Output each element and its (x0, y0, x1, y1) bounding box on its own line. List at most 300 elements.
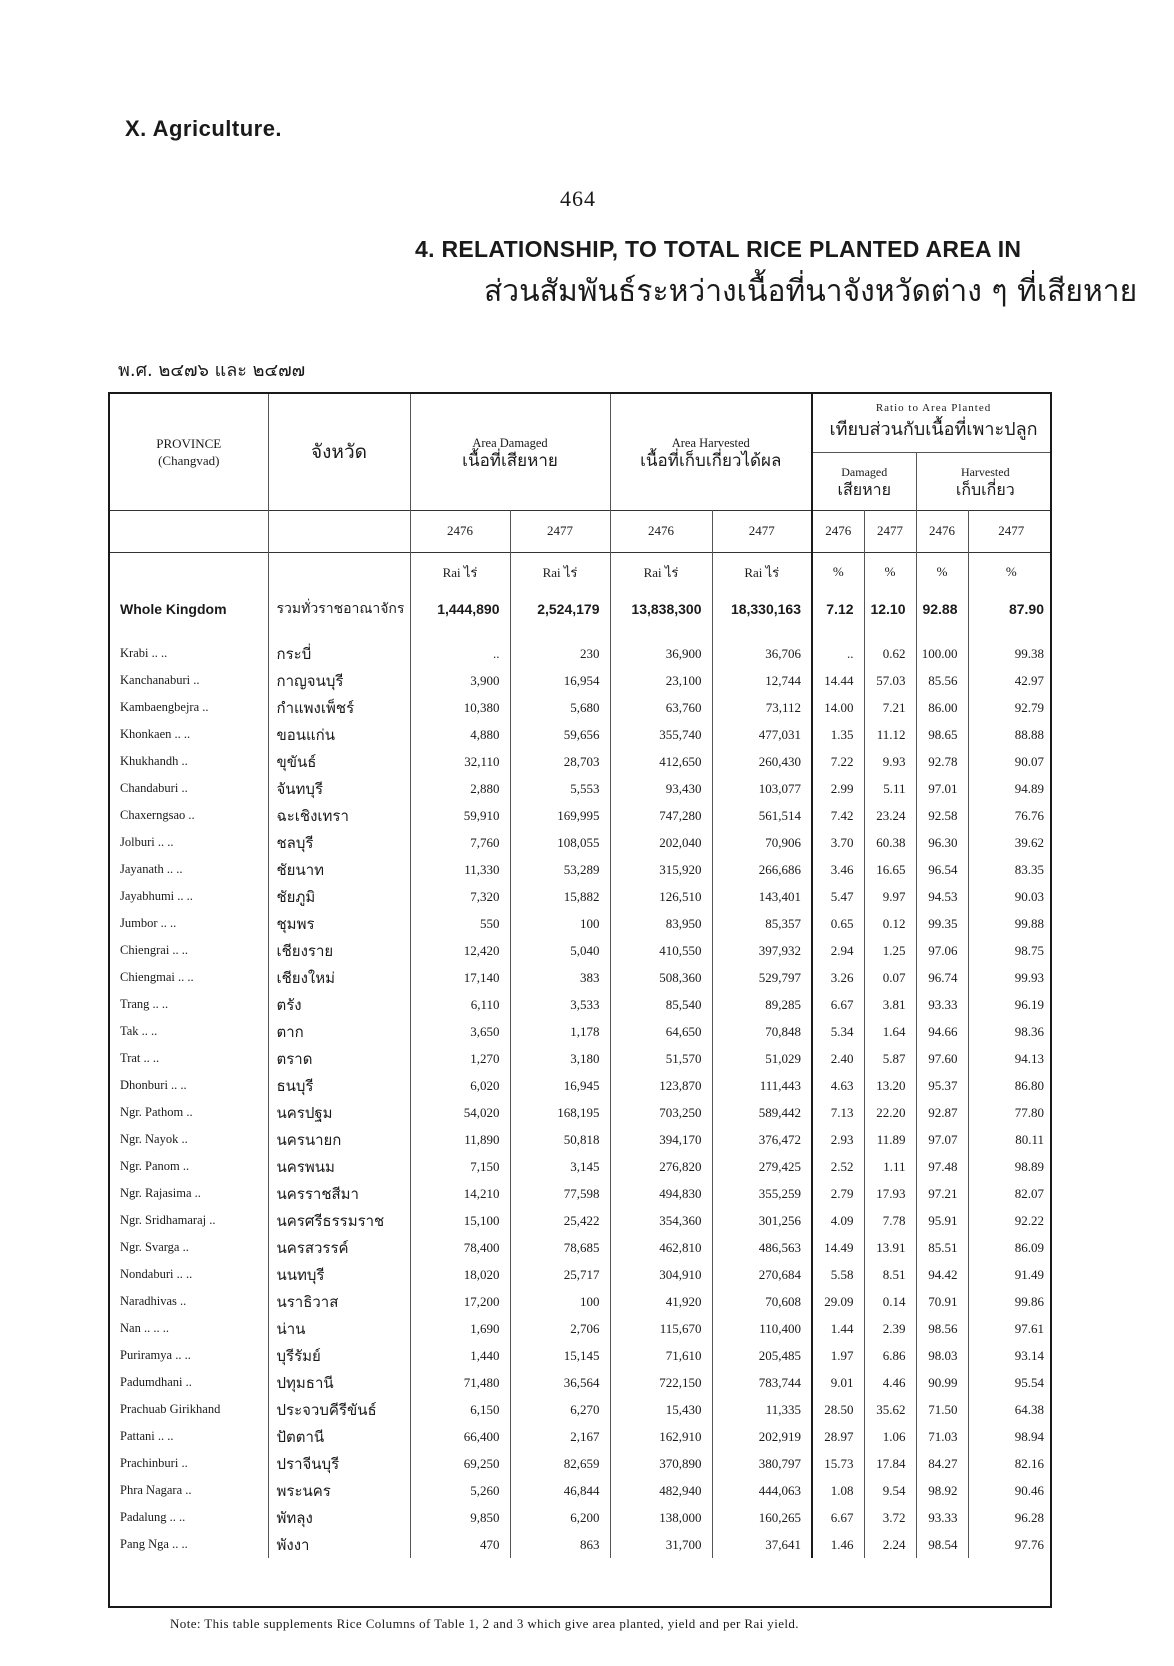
table-cell: 7.42 (812, 802, 864, 829)
table-cell: 266,686 (712, 856, 812, 883)
table-cell: 80.11 (968, 1126, 1052, 1153)
table-cell: 2.40 (812, 1045, 864, 1072)
table-cell: 2.94 (812, 937, 864, 964)
unit-rai: Rai ไร่ (610, 552, 712, 592)
table-cell: 14.00 (812, 694, 864, 721)
table-cell: 1.44 (812, 1315, 864, 1342)
province-name-th: นครพนม (268, 1153, 410, 1180)
province-name-th: น่าน (268, 1315, 410, 1342)
table-cell: 31,700 (610, 1531, 712, 1558)
table-cell: 5,680 (510, 694, 610, 721)
table-cell: 260,430 (712, 748, 812, 775)
table-cell: 97.06 (916, 937, 968, 964)
province-name-th: เชียงใหม่ (268, 964, 410, 991)
table-cell: 9.93 (864, 748, 916, 775)
table-cell: 477,031 (712, 721, 812, 748)
table-row (110, 910, 1052, 937)
header-area-harvested (610, 394, 812, 510)
unit-rai: Rai ไร่ (410, 552, 510, 592)
table-cell: 279,425 (712, 1153, 812, 1180)
table-cell: 5,553 (510, 775, 610, 802)
table-cell: 84.27 (916, 1450, 968, 1477)
table-cell: 100.00 (916, 640, 968, 667)
table-cell: 12,744 (712, 667, 812, 694)
table-row (110, 1531, 1052, 1558)
province-name-th: ขอนแก่น (268, 721, 410, 748)
province-name-en: Kanchanaburi .. (120, 673, 200, 687)
table-row (110, 802, 1052, 829)
total-value: 1,444,890 (410, 592, 510, 626)
table-cell: 2.52 (812, 1153, 864, 1180)
province-name-th: ชุมพร (268, 910, 410, 937)
province-name-th: ตาก (268, 1018, 410, 1045)
province-name-en: Nan .. .. .. (120, 1321, 169, 1335)
unit-cell-blank (268, 552, 410, 592)
table-cell: 2,706 (510, 1315, 610, 1342)
table-cell: 93.14 (968, 1342, 1052, 1369)
header-province (110, 394, 268, 510)
province-name-th: กระบี่ (268, 640, 410, 667)
table-cell: 97.21 (916, 1180, 968, 1207)
table-cell: 78,685 (510, 1234, 610, 1261)
table-row (110, 1099, 1052, 1126)
table-cell: 98.89 (968, 1153, 1052, 1180)
province-name-th: เชียงราย (268, 937, 410, 964)
table-cell: 10,380 (410, 694, 510, 721)
table-cell: 15.73 (812, 1450, 864, 1477)
table-cell: 2,880 (410, 775, 510, 802)
table-row (110, 721, 1052, 748)
year-header: 2476 (916, 510, 968, 552)
table-cell: 97.07 (916, 1126, 968, 1153)
table-cell: 6,270 (510, 1396, 610, 1423)
province-name-th: ชัยนาท (268, 856, 410, 883)
province-name-en: Jumbor .. .. (120, 916, 177, 930)
table-cell: 1,440 (410, 1342, 510, 1369)
table-row (110, 1126, 1052, 1153)
table-row (110, 1180, 1052, 1207)
table-row (110, 640, 1052, 667)
table-cell: 17.84 (864, 1450, 916, 1477)
year-cell-blank (110, 510, 268, 552)
table-cell: 412,650 (610, 748, 712, 775)
spacer-row (110, 626, 1052, 640)
table-row (110, 856, 1052, 883)
table-cell: 747,280 (610, 802, 712, 829)
table-cell: 13.20 (864, 1072, 916, 1099)
table-cell: 88.88 (968, 721, 1052, 748)
table-cell: 230 (510, 640, 610, 667)
table-cell: 5.11 (864, 775, 916, 802)
table-cell: 9.54 (864, 1477, 916, 1504)
province-name-en: Khonkaen .. .. (120, 727, 191, 741)
table-cell: 99.88 (968, 910, 1052, 937)
table-cell: 39.62 (968, 829, 1052, 856)
province-name-th: นครราชสีมา (268, 1180, 410, 1207)
table-row (110, 667, 1052, 694)
table-cell: 3,900 (410, 667, 510, 694)
table-cell: 98.65 (916, 721, 968, 748)
page-number: 464 (560, 186, 596, 211)
table-cell: 304,910 (610, 1261, 712, 1288)
table-cell: 5.87 (864, 1045, 916, 1072)
table-row (110, 964, 1052, 991)
rice-area-table (108, 392, 1052, 1608)
header-province-th-text: จังหวัด (311, 440, 367, 463)
total-value: 7.12 (812, 592, 864, 626)
table-cell: 7,150 (410, 1153, 510, 1180)
table-cell: 703,250 (610, 1099, 712, 1126)
header-area-damaged (410, 394, 610, 510)
table-cell: 1,178 (510, 1018, 610, 1045)
unit-percent: % (968, 552, 1052, 592)
province-name-th: ตราด (268, 1045, 410, 1072)
table-row (110, 694, 1052, 721)
table-cell: 94.42 (916, 1261, 968, 1288)
table-cell: 160,265 (712, 1504, 812, 1531)
table-row (110, 1315, 1052, 1342)
table-cell: .. (812, 640, 864, 667)
table-cell: 93.33 (916, 1504, 968, 1531)
table-cell: 276,820 (610, 1153, 712, 1180)
table-cell: 97.01 (916, 775, 968, 802)
table-cell: 863 (510, 1531, 610, 1558)
table-cell: 126,510 (610, 883, 712, 910)
table-cell: 3.72 (864, 1504, 916, 1531)
province-name-en: Ngr. Svarga .. (120, 1240, 189, 1254)
header-ratio-harvested (916, 452, 1052, 510)
table-cell: 46,844 (510, 1477, 610, 1504)
year-cell-blank (268, 510, 410, 552)
table-cell: 2.93 (812, 1126, 864, 1153)
table-cell: 394,170 (610, 1126, 712, 1153)
table-cell: 76.76 (968, 802, 1052, 829)
table-cell: 50,818 (510, 1126, 610, 1153)
unit-percent: % (812, 552, 864, 592)
year-header: 2476 (812, 510, 864, 552)
table-cell: 0.12 (864, 910, 916, 937)
table-cell: 168,195 (510, 1099, 610, 1126)
province-name-th: ชัยภูมิ (268, 883, 410, 910)
table-cell: 2.99 (812, 775, 864, 802)
year-header: 2477 (510, 510, 610, 552)
table-cell: 97.48 (916, 1153, 968, 1180)
table-cell: 93,430 (610, 775, 712, 802)
table-cell: 6,200 (510, 1504, 610, 1531)
table-cell: 23,100 (610, 667, 712, 694)
table-cell: 17,140 (410, 964, 510, 991)
table-cell: 97.76 (968, 1531, 1052, 1558)
table-cell: 77.80 (968, 1099, 1052, 1126)
table-cell: 71.03 (916, 1423, 968, 1450)
table-cell: 376,472 (712, 1126, 812, 1153)
section-title: X. Agriculture. (125, 116, 283, 141)
table-cell: 99.93 (968, 964, 1052, 991)
table-cell: 97.61 (968, 1315, 1052, 1342)
table-cell: 1.11 (864, 1153, 916, 1180)
table-cell: 6.86 (864, 1342, 916, 1369)
table-cell: 95.91 (916, 1207, 968, 1234)
table-cell: 143,401 (712, 883, 812, 910)
table-cell: 115,670 (610, 1315, 712, 1342)
table-cell: 7,320 (410, 883, 510, 910)
province-name-th: นนทบุรี (268, 1261, 410, 1288)
table-cell: 37,641 (712, 1531, 812, 1558)
header-area-damaged-th: เนื้อที่เสียหาย (462, 450, 558, 471)
table-cell: 110,400 (712, 1315, 812, 1342)
header-ratio-en: Ratio to Area Planted (875, 402, 992, 415)
table-row (110, 1234, 1052, 1261)
table-cell: 2,167 (510, 1423, 610, 1450)
unit-percent: % (916, 552, 968, 592)
year-header: 2477 (864, 510, 916, 552)
table-cell: 86.80 (968, 1072, 1052, 1099)
province-name-th: พังงา (268, 1531, 410, 1558)
table-cell: 85,540 (610, 991, 712, 1018)
table-cell: 92.78 (916, 748, 968, 775)
table-cell: 64.38 (968, 1396, 1052, 1423)
province-name-en: Khukhandh .. (120, 754, 188, 768)
header-area-damaged-en: Area Damaged (472, 435, 548, 450)
table-cell: 3,145 (510, 1153, 610, 1180)
province-name-en: Ngr. Sridhamaraj .. (120, 1213, 216, 1227)
table-cell: 54,020 (410, 1099, 510, 1126)
province-name-en: Chandaburi .. (120, 781, 188, 795)
table-cell: 85,357 (712, 910, 812, 937)
table-cell: 380,797 (712, 1450, 812, 1477)
table-cell: 6,110 (410, 991, 510, 1018)
table-cell: 561,514 (712, 802, 812, 829)
table-cell: 86.09 (968, 1234, 1052, 1261)
unit-percent: % (864, 552, 916, 592)
table-cell: 2.39 (864, 1315, 916, 1342)
table-cell: 354,360 (610, 1207, 712, 1234)
table-cell: 17,200 (410, 1288, 510, 1315)
province-name-en: Padalung .. .. (120, 1510, 186, 1524)
table-cell: 71,480 (410, 1369, 510, 1396)
table-cell: 370,890 (610, 1450, 712, 1477)
province-name-th: ตรัง (268, 991, 410, 1018)
table-cell: 92.79 (968, 694, 1052, 721)
table-cell: 36,900 (610, 640, 712, 667)
table-cell: 90.07 (968, 748, 1052, 775)
table-cell: 3,180 (510, 1045, 610, 1072)
table-cell: 1.35 (812, 721, 864, 748)
table-cell: 4.46 (864, 1369, 916, 1396)
table-cell: 4.09 (812, 1207, 864, 1234)
table-cell: .. (410, 640, 510, 667)
header-area-harvested-en: Area Harvested (671, 435, 750, 450)
province-name-th: ขุขันธ์ (268, 748, 410, 775)
table-cell: 90.46 (968, 1477, 1052, 1504)
table-cell: 71.50 (916, 1396, 968, 1423)
table-cell: 11.89 (864, 1126, 916, 1153)
table-cell: 15,430 (610, 1396, 712, 1423)
data-table (110, 394, 1052, 1558)
table-cell: 1,270 (410, 1045, 510, 1072)
table-cell: 70,906 (712, 829, 812, 856)
table-cell: 100 (510, 910, 610, 937)
table-cell: 35.62 (864, 1396, 916, 1423)
table-cell: 23.24 (864, 802, 916, 829)
province-name-th: ปัตตานี (268, 1423, 410, 1450)
table-cell: 29.09 (812, 1288, 864, 1315)
table-cell: 82,659 (510, 1450, 610, 1477)
table-row (110, 1423, 1052, 1450)
table-cell: 0.65 (812, 910, 864, 937)
table-cell: 5,040 (510, 937, 610, 964)
table-cell: 14.49 (812, 1234, 864, 1261)
total-name-en: Whole Kingdom (120, 601, 227, 617)
table-cell: 11.12 (864, 721, 916, 748)
table-cell: 4.63 (812, 1072, 864, 1099)
table-cell: 3,533 (510, 991, 610, 1018)
province-name-en: Pang Nga .. .. (120, 1537, 188, 1551)
province-name-en: Jayabhumi .. .. (120, 889, 193, 903)
table-cell: 103,077 (712, 775, 812, 802)
header-ratio-th: เทียบส่วนกับเนื้อที่เพาะปลูก (829, 419, 1038, 441)
table-cell: 355,259 (712, 1180, 812, 1207)
table-cell: 13.91 (864, 1234, 916, 1261)
table-cell: 90.03 (968, 883, 1052, 910)
table-cell: 96.54 (916, 856, 968, 883)
table-cell: 83.35 (968, 856, 1052, 883)
table-row (110, 937, 1052, 964)
table-cell: 783,744 (712, 1369, 812, 1396)
table-cell: 28.97 (812, 1423, 864, 1450)
table-row (110, 1504, 1052, 1531)
table-cell: 6.67 (812, 991, 864, 1018)
table-body (110, 592, 1052, 1558)
province-name-en: Krabi .. .. (120, 646, 168, 660)
table-cell: 95.54 (968, 1369, 1052, 1396)
table-cell: 99.38 (968, 640, 1052, 667)
table-title-thai: ส่วนสัมพันธ์ระหว่างเนื้อที่นาจังหวัดต่าง ๆ ที่เสียหาย (484, 274, 1138, 309)
table-cell: 96.74 (916, 964, 968, 991)
table-cell: 98.56 (916, 1315, 968, 1342)
table-cell: 462,810 (610, 1234, 712, 1261)
province-name-en: Trang .. .. (120, 997, 169, 1011)
table-cell: 15,145 (510, 1342, 610, 1369)
table-cell: 123,870 (610, 1072, 712, 1099)
table-cell: 482,940 (610, 1477, 712, 1504)
table-cell: 77,598 (510, 1180, 610, 1207)
table-cell: 15,100 (410, 1207, 510, 1234)
table-row (110, 1153, 1052, 1180)
table-cell: 98.92 (916, 1477, 968, 1504)
province-name-en: Trat .. .. (120, 1051, 160, 1065)
table-cell: 70,608 (712, 1288, 812, 1315)
table-cell: 42.97 (968, 667, 1052, 694)
header-harvested-en: Harvested (960, 465, 1010, 479)
province-name-en: Ngr. Pathom .. (120, 1105, 193, 1119)
table-cell: 5.47 (812, 883, 864, 910)
table-cell: 486,563 (712, 1234, 812, 1261)
table-cell: 63,760 (610, 694, 712, 721)
province-name-en: Padumdhani .. (120, 1375, 192, 1389)
table-cell: 28.50 (812, 1396, 864, 1423)
table-cell: 25,422 (510, 1207, 610, 1234)
table-cell: 57.03 (864, 667, 916, 694)
table-row (110, 883, 1052, 910)
table-cell: 98.03 (916, 1342, 968, 1369)
province-name-th: ปราจีนบุรี (268, 1450, 410, 1477)
table-cell: 529,797 (712, 964, 812, 991)
table-cell: 270,684 (712, 1261, 812, 1288)
table-cell: 90.99 (916, 1369, 968, 1396)
table-cell: 94.53 (916, 883, 968, 910)
year-header: 2476 (410, 510, 510, 552)
table-cell: 36,706 (712, 640, 812, 667)
table-cell: 93.33 (916, 991, 968, 1018)
total-value: 18,330,163 (712, 592, 812, 626)
province-name-en: Ngr. Nayok .. (120, 1132, 188, 1146)
table-cell: 3.46 (812, 856, 864, 883)
table-row (110, 829, 1052, 856)
province-name-th: จันทบุรี (268, 775, 410, 802)
table-cell: 22.20 (864, 1099, 916, 1126)
table-cell: 12,420 (410, 937, 510, 964)
table-cell: 3.81 (864, 991, 916, 1018)
table-cell: 94.13 (968, 1045, 1052, 1072)
province-name-th: บุรีรัมย์ (268, 1342, 410, 1369)
province-name-en: Chiengrai .. .. (120, 943, 189, 957)
province-name-en: Prachinburi .. (120, 1456, 188, 1470)
total-value: 87.90 (968, 592, 1052, 626)
table-cell: 1.25 (864, 937, 916, 964)
table-cell: 470 (410, 1531, 510, 1558)
province-name-en: Ngr. Panom .. (120, 1159, 190, 1173)
table-cell: 205,485 (712, 1342, 812, 1369)
total-value: 12.10 (864, 592, 916, 626)
table-cell: 14,210 (410, 1180, 510, 1207)
table-cell: 7.78 (864, 1207, 916, 1234)
province-name-en: Nondaburi .. .. (120, 1267, 193, 1281)
table-row (110, 1369, 1052, 1396)
table-cell: 11,335 (712, 1396, 812, 1423)
unit-rai: Rai ไร่ (510, 552, 610, 592)
table-cell: 99.35 (916, 910, 968, 937)
province-name-en: Kambaengbejra .. (120, 700, 209, 714)
province-name-en: Jayanath .. .. (120, 862, 183, 876)
table-cell: 5,260 (410, 1477, 510, 1504)
province-name-th: นครศรีธรรมราช (268, 1207, 410, 1234)
table-cell: 410,550 (610, 937, 712, 964)
table-cell: 18,020 (410, 1261, 510, 1288)
province-name-th: พัทลุง (268, 1504, 410, 1531)
total-value: 13,838,300 (610, 592, 712, 626)
total-row (110, 592, 1052, 626)
table-cell: 17.93 (864, 1180, 916, 1207)
table-cell: 1.06 (864, 1423, 916, 1450)
table-cell: 71,610 (610, 1342, 712, 1369)
year-header: 2476 (610, 510, 712, 552)
table-cell: 1.64 (864, 1018, 916, 1045)
province-name-th: นครนายก (268, 1126, 410, 1153)
table-cell: 4,880 (410, 721, 510, 748)
table-cell: 91.49 (968, 1261, 1052, 1288)
province-name-en: Jolburi .. .. (120, 835, 174, 849)
province-name-th: ปทุมธานี (268, 1369, 410, 1396)
table-cell: 5.58 (812, 1261, 864, 1288)
table-cell: 36,564 (510, 1369, 610, 1396)
table-row (110, 775, 1052, 802)
table-cell: 16,945 (510, 1072, 610, 1099)
province-name-th: ธนบุรี (268, 1072, 410, 1099)
table-row (110, 748, 1052, 775)
table-cell: 202,919 (712, 1423, 812, 1450)
total-name-th: รวมทั่วราชอาณาจักร (268, 592, 410, 626)
